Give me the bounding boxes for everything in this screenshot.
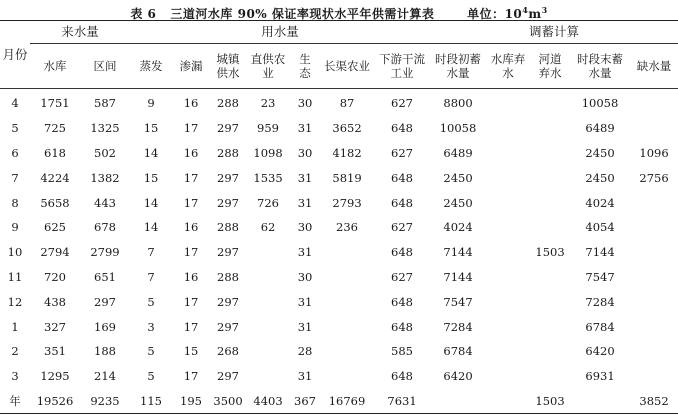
value-cell-ecology: 31 (297, 294, 313, 309)
column-header-reservoir-spill: 水库弃水 (486, 44, 530, 89)
month-cell: 8 (11, 195, 19, 210)
value-cell-evaporation: 7 (147, 245, 155, 260)
value-cell-urban-supply: 297 (217, 369, 239, 384)
value-cell-evaporation: 5 (147, 369, 155, 384)
value-cell-water-shortage (630, 339, 678, 364)
value-cell-canal-agri (320, 289, 374, 314)
value-cell-canal-agri: 3652 (332, 121, 362, 136)
value-cell-canal-agri (320, 240, 374, 265)
value-cell-period-end-storage: 10058 (581, 96, 619, 111)
value-cell-canal-agri: 2793 (332, 195, 362, 210)
value-cell-evaporation: 14 (143, 220, 159, 235)
month-cell: 6 (11, 145, 19, 160)
value-cell-river-spill (530, 89, 570, 116)
value-cell-canal-agri (320, 364, 374, 389)
value-cell-reservoir-spill (486, 314, 530, 339)
value-cell-ecology: 31 (297, 245, 313, 260)
value-cell-river-spill (530, 289, 570, 314)
value-cell-reservoir: 4224 (40, 170, 70, 185)
value-cell-interval: 651 (94, 269, 116, 284)
value-cell-urban-supply: 297 (217, 195, 239, 210)
month-cell: 5 (11, 121, 19, 136)
column-header-reservoir: 水库 (30, 44, 80, 89)
value-cell-evaporation: 14 (143, 145, 159, 160)
table-row (0, 89, 678, 116)
value-cell-downstream-industry: 627 (391, 96, 413, 111)
value-cell-evaporation: 9 (147, 96, 155, 111)
value-cell-direct-agri: 726 (257, 195, 279, 210)
value-cell-interval: 678 (94, 220, 116, 235)
value-cell-ecology: 31 (297, 195, 313, 210)
value-cell-seepage: 17 (183, 121, 199, 136)
value-cell-ecology: 30 (297, 269, 313, 284)
value-cell-reservoir: 725 (44, 121, 66, 136)
value-cell-river-spill (530, 364, 570, 389)
value-cell-evaporation: 115 (130, 389, 172, 414)
header-month: 月份 (0, 21, 30, 89)
value-cell-seepage: 195 (172, 389, 210, 414)
value-cell-seepage: 16 (183, 145, 199, 160)
value-cell-downstream-industry: 648 (391, 369, 413, 384)
value-cell-evaporation: 15 (143, 121, 159, 136)
value-cell-water-shortage (630, 240, 678, 265)
value-cell-ecology: 30 (297, 96, 313, 111)
value-cell-period-end-storage: 7144 (585, 245, 615, 260)
value-cell-reservoir-spill (486, 165, 530, 190)
column-header-interval: 区间 (80, 44, 130, 89)
value-cell-period-end-storage: 4054 (585, 220, 615, 235)
table-row (0, 240, 678, 265)
month-cell: 11 (7, 269, 23, 284)
value-cell-downstream-industry: 648 (391, 170, 413, 185)
value-cell-river-spill: 1503 (530, 389, 570, 414)
value-cell-urban-supply: 288 (217, 145, 239, 160)
value-cell-downstream-industry: 648 (391, 121, 413, 136)
month-cell: 10 (7, 245, 23, 260)
value-cell-reservoir-spill (486, 339, 530, 364)
value-cell-reservoir: 2794 (40, 245, 70, 260)
column-header-water-shortage: 缺水量 (630, 44, 678, 89)
month-cell: 7 (11, 170, 19, 185)
value-cell-evaporation: 5 (147, 294, 155, 309)
value-cell-canal-agri (320, 265, 374, 290)
value-cell-urban-supply: 268 (217, 344, 239, 359)
value-cell-period-end-storage: 6931 (585, 369, 615, 384)
table-row (0, 289, 678, 314)
value-cell-downstream-industry: 627 (391, 145, 413, 160)
total-row (0, 389, 678, 414)
value-cell-downstream-industry: 648 (391, 195, 413, 210)
column-header-river-spill: 河道弃水 (530, 44, 570, 89)
value-cell-period-start-storage: 4024 (443, 220, 473, 235)
value-cell-direct-agri: 62 (260, 220, 276, 235)
value-cell-ecology: 30 (297, 145, 313, 160)
table-row (0, 265, 678, 290)
value-cell-reservoir: 720 (44, 269, 66, 284)
column-header-ecology: 生态 (290, 44, 320, 89)
value-cell-direct-agri (246, 289, 290, 314)
value-cell-water-shortage (630, 116, 678, 141)
value-cell-urban-supply: 3500 (210, 389, 246, 414)
table-row (0, 314, 678, 339)
value-cell-reservoir-spill (486, 265, 530, 290)
value-cell-period-start-storage: 10058 (439, 121, 477, 136)
value-cell-canal-agri (320, 339, 374, 364)
value-cell-evaporation: 15 (143, 170, 159, 185)
value-cell-reservoir: 19526 (30, 389, 80, 414)
value-cell-direct-agri: 959 (257, 121, 279, 136)
table-title: 三道河水库 90% 保证率现状水平年供需计算表 (170, 7, 435, 21)
value-cell-reservoir: 5658 (40, 195, 70, 210)
value-cell-water-shortage (630, 89, 678, 116)
value-cell-period-start-storage: 7144 (443, 245, 473, 260)
value-cell-river-spill (530, 165, 570, 190)
value-cell-direct-agri (246, 339, 290, 364)
header-group-inflow: 来水量 (30, 21, 130, 44)
value-cell-period-start-storage: 8800 (443, 96, 473, 111)
value-cell-reservoir: 351 (44, 344, 66, 359)
column-header-canal-agri: 长渠农业 (320, 44, 374, 89)
month-cell: 3 (11, 369, 19, 384)
value-cell-downstream-industry: 7631 (374, 389, 430, 414)
value-cell-seepage: 15 (183, 344, 199, 359)
value-cell-interval: 169 (94, 319, 116, 334)
value-cell-seepage: 16 (183, 220, 199, 235)
month-cell: 年 (0, 389, 30, 414)
value-cell-urban-supply: 297 (217, 121, 239, 136)
value-cell-evaporation: 5 (147, 344, 155, 359)
value-cell-urban-supply: 297 (217, 245, 239, 260)
value-cell-period-end-storage: 6420 (585, 344, 615, 359)
value-cell-evaporation: 3 (147, 319, 155, 334)
value-cell-water-shortage (630, 289, 678, 314)
value-cell-river-spill (530, 190, 570, 215)
value-cell-seepage: 17 (183, 170, 199, 185)
value-cell-river-spill (530, 141, 570, 166)
value-cell-direct-agri (246, 364, 290, 389)
value-cell-direct-agri: 1098 (253, 145, 283, 160)
table-row (0, 339, 678, 364)
value-cell-period-start-storage: 7547 (443, 294, 473, 309)
value-cell-reservoir: 438 (44, 294, 66, 309)
value-cell-period-end-storage: 2450 (585, 170, 615, 185)
value-cell-period-start-storage: 2450 (443, 170, 473, 185)
value-cell-period-end-storage (570, 389, 630, 414)
value-cell-direct-agri (246, 240, 290, 265)
value-cell-river-spill (530, 215, 570, 240)
value-cell-downstream-industry: 627 (391, 220, 413, 235)
value-cell-interval: 214 (94, 369, 116, 384)
column-header-seepage: 渗漏 (172, 44, 210, 89)
value-cell-seepage: 16 (183, 96, 199, 111)
value-cell-interval: 188 (94, 344, 116, 359)
value-cell-water-shortage (630, 215, 678, 240)
value-cell-water-shortage (630, 364, 678, 389)
value-cell-downstream-industry: 648 (391, 294, 413, 309)
column-header-period-start-storage: 时段初蓄水量 (430, 44, 486, 89)
value-cell-period-start-storage: 6784 (443, 344, 473, 359)
value-cell-river-spill (530, 339, 570, 364)
column-header-period-end-storage: 时段末蓄水量 (570, 44, 630, 89)
value-cell-direct-agri: 4403 (246, 389, 290, 414)
month-cell: 4 (11, 96, 19, 111)
month-cell: 2 (11, 344, 19, 359)
value-cell-interval: 9235 (80, 389, 130, 414)
value-cell-period-start-storage: 7144 (443, 269, 473, 284)
value-cell-urban-supply: 288 (217, 220, 239, 235)
value-cell-seepage: 17 (183, 195, 199, 210)
value-cell-reservoir: 1751 (40, 96, 70, 111)
value-cell-direct-agri: 1535 (253, 170, 283, 185)
value-cell-interval: 587 (94, 96, 116, 111)
value-cell-evaporation: 14 (143, 195, 159, 210)
value-cell-ecology: 31 (297, 170, 313, 185)
value-cell-ecology: 31 (297, 121, 313, 136)
value-cell-canal-agri (320, 314, 374, 339)
value-cell-river-spill (530, 265, 570, 290)
value-cell-reservoir-spill (486, 116, 530, 141)
supply-demand-table (0, 20, 678, 414)
value-cell-downstream-industry: 585 (391, 344, 413, 359)
value-cell-period-end-storage: 6784 (585, 319, 615, 334)
month-cell: 12 (7, 294, 23, 309)
value-cell-reservoir-spill (486, 141, 530, 166)
table-row (0, 116, 678, 141)
unit-label: 单位：$10^4m^3$ (467, 5, 548, 21)
value-cell-reservoir-spill (486, 215, 530, 240)
value-cell-period-end-storage: 6489 (585, 121, 615, 136)
value-cell-canal-agri: 4182 (332, 145, 362, 160)
value-cell-reservoir-spill (486, 190, 530, 215)
header-group-usage: 用水量 (130, 21, 430, 44)
column-header-downstream-industry: 下游干流工业 (374, 44, 430, 89)
value-cell-period-end-storage: 4024 (585, 195, 615, 210)
value-cell-water-shortage: 2756 (639, 170, 669, 185)
value-cell-urban-supply: 297 (217, 294, 239, 309)
value-cell-river-spill (530, 116, 570, 141)
value-cell-water-shortage (630, 190, 678, 215)
column-header-urban-supply: 城镇供水 (210, 44, 246, 89)
value-cell-reservoir-spill (486, 389, 530, 414)
table-caption (0, 0, 678, 20)
header-group-regulation: 调蓄计算 (430, 21, 678, 44)
value-cell-direct-agri (246, 265, 290, 290)
table-row (0, 165, 678, 190)
value-cell-ecology: 31 (297, 369, 313, 384)
value-cell-ecology: 28 (297, 344, 313, 359)
value-cell-reservoir: 327 (44, 319, 66, 334)
value-cell-water-shortage (630, 265, 678, 290)
value-cell-period-end-storage: 2450 (585, 145, 615, 160)
value-cell-downstream-industry: 648 (391, 245, 413, 260)
table-row (0, 190, 678, 215)
table-row (0, 141, 678, 166)
value-cell-period-start-storage: 6489 (443, 145, 473, 160)
value-cell-reservoir: 625 (44, 220, 66, 235)
value-cell-interval: 443 (94, 195, 116, 210)
month-cell: 9 (11, 220, 19, 235)
table-row (0, 364, 678, 389)
value-cell-canal-agri: 5819 (332, 170, 362, 185)
value-cell-reservoir-spill (486, 364, 530, 389)
table-row (0, 215, 678, 240)
table-number: 表 6 (130, 7, 157, 21)
value-cell-downstream-industry: 627 (391, 269, 413, 284)
value-cell-direct-agri (246, 314, 290, 339)
column-header-evaporation: 蒸发 (130, 44, 172, 89)
month-cell: 1 (11, 319, 19, 334)
value-cell-evaporation: 7 (147, 269, 155, 284)
value-cell-canal-agri: 236 (336, 220, 358, 235)
value-cell-urban-supply: 288 (217, 269, 239, 284)
value-cell-seepage: 17 (183, 319, 199, 334)
value-cell-urban-supply: 288 (217, 96, 239, 111)
value-cell-period-start-storage (430, 389, 486, 414)
value-cell-canal-agri: 16769 (320, 389, 374, 414)
value-cell-interval: 2799 (90, 245, 120, 260)
value-cell-period-start-storage: 6420 (443, 369, 473, 384)
value-cell-period-end-storage: 7547 (585, 269, 615, 284)
value-cell-direct-agri: 23 (260, 96, 276, 111)
value-cell-seepage: 17 (183, 245, 199, 260)
value-cell-urban-supply: 297 (217, 319, 239, 334)
value-cell-water-shortage: 1096 (639, 145, 669, 160)
value-cell-ecology: 31 (297, 319, 313, 334)
value-cell-period-start-storage: 2450 (443, 195, 473, 210)
value-cell-interval: 1382 (90, 170, 120, 185)
value-cell-water-shortage (630, 314, 678, 339)
value-cell-interval: 1325 (90, 121, 120, 136)
value-cell-period-end-storage: 7284 (585, 294, 615, 309)
value-cell-seepage: 16 (183, 269, 199, 284)
column-header-direct-agri: 直供农业 (246, 44, 290, 89)
value-cell-river-spill: 1503 (535, 245, 565, 260)
value-cell-period-start-storage: 7284 (443, 319, 473, 334)
value-cell-reservoir: 1295 (40, 369, 70, 384)
value-cell-water-shortage: 3852 (630, 389, 678, 414)
value-cell-reservoir-spill (486, 289, 530, 314)
value-cell-interval: 502 (94, 145, 116, 160)
value-cell-reservoir-spill (486, 89, 530, 116)
value-cell-river-spill (530, 314, 570, 339)
value-cell-downstream-industry: 648 (391, 319, 413, 334)
value-cell-ecology: 367 (290, 389, 320, 414)
value-cell-seepage: 17 (183, 369, 199, 384)
value-cell-urban-supply: 297 (217, 170, 239, 185)
value-cell-seepage: 17 (183, 294, 199, 309)
value-cell-interval: 297 (94, 294, 116, 309)
value-cell-ecology: 30 (297, 220, 313, 235)
value-cell-canal-agri: 87 (339, 96, 355, 111)
value-cell-reservoir: 618 (44, 145, 66, 160)
value-cell-reservoir-spill (486, 240, 530, 265)
